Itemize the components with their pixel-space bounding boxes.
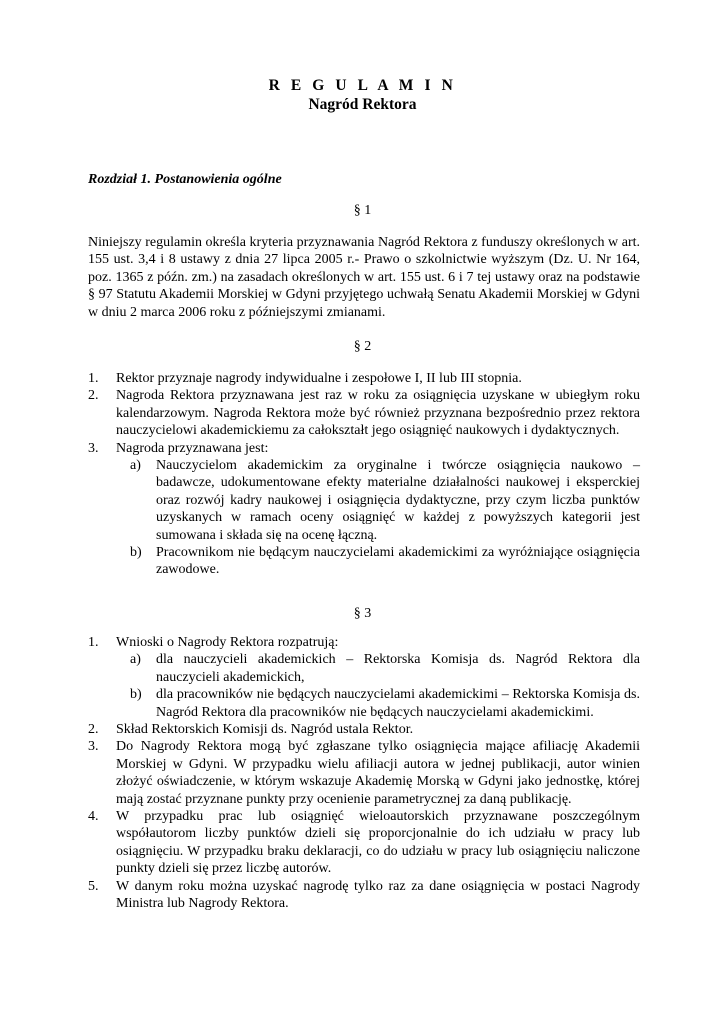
section-sign-3: § 3 bbox=[353, 606, 372, 621]
list-item-number: 2. bbox=[88, 722, 99, 738]
list-item-text: Wnioski o Nagrody Rektora rozpatrują: bbox=[116, 635, 339, 650]
list-item bbox=[88, 721, 640, 738]
list-item-text: W danym roku można uzyskać nagrodę tylko raz za dane osiągnięcia w postaci Nagrody Ministra lub Nagrody Rektora. bbox=[116, 878, 640, 912]
list-item bbox=[88, 370, 640, 387]
list-item-text: Nagroda Rektora przyznawana jest raz w roku za osiągnięcia uzyskane w ubiegłym roku kalendarzowym. Nagroda Rektora może być również przyznana bezpośrednio przez rektora nauczycielowi akademickiemu za całokształt jego osiągnięć naukowych i dydaktycznych. bbox=[116, 388, 640, 439]
sub-item-text: dla pracowników nie będących nauczycielami akademickimi – Rektorska Komisja ds. Nagród Rektora dla pracowników nie będących nauczycielami akademickimi. bbox=[156, 687, 640, 720]
document-title: R E G U L A M I N bbox=[268, 77, 457, 94]
document-subtitle: Nagród Rektora bbox=[308, 96, 417, 113]
list-item-number: 3. bbox=[88, 739, 99, 755]
sub-item-text: dla nauczycieli akademickich – Rektorska Komisja ds. Nagród Rektora dla nauczycieli akademickich, bbox=[156, 652, 640, 685]
list-item bbox=[88, 634, 640, 721]
list-item-number: 1. bbox=[88, 635, 99, 650]
list-item-number: 1. bbox=[88, 371, 99, 386]
sub-list bbox=[116, 457, 640, 579]
sub-item-letter: b) bbox=[130, 545, 142, 561]
sub-item-letter: a) bbox=[130, 458, 141, 474]
list-item bbox=[88, 387, 640, 439]
list-item-text: Skład Rektorskich Komisji ds. Nagród ustala Rektor. bbox=[116, 722, 414, 738]
list-item-text: Rektor przyznaje nagrody indywidualne i zespołowe I, II lub III stopnia. bbox=[116, 371, 522, 386]
list-item bbox=[88, 738, 640, 808]
sub-item-text: Pracownikom nie będącym nauczycielami akademickimi za wyróżniające osiągnięcia zawodowe. bbox=[156, 545, 640, 578]
section-1-text: Niniejszy regulamin określa kryteria przyznawania Nagród Rektora z funduszy określonych w art. 155 ust. 3,4 i 8 ustawy z dnia 27 lipca 2005 r.- Prawo o szkolnictwie wyższym (Dz. U. Nr 164, poz. 1365 z późn. zm.) na zasadach określonych w art. 155 ust. 6 i 7 tej ustawy oraz na podstawie § 97 Statutu Akademii Morskiej w Gdyni przyjętego uchwałą Senatu Akademii Morskiej w Gdyni w dniu 2 marca 2006 roku z późniejszymi zmianami. bbox=[88, 235, 640, 320]
section-sign-1: § 1 bbox=[353, 203, 372, 218]
section-sign-2: § 2 bbox=[353, 339, 372, 354]
section-2-list bbox=[88, 370, 640, 579]
sub-item-text: Nauczycielom akademickim za oryginalne i twórcze osiągnięcia naukowo – badawcze, udokumentowane efekty materialne działalności naukowej i eksperckiej oraz rozwój kadry naukowej i osiągnięcia dydaktyczne, przy czym liczba punktów uzyskanych w ramach oceny osiągnięć w każdej z powyższych kategorii jest sumowana i składa się na ocenę łączną. bbox=[156, 458, 640, 543]
sub-list-item bbox=[119, 686, 640, 721]
list-item bbox=[88, 878, 640, 913]
list-item-number: 5. bbox=[88, 878, 99, 894]
list-item-text: W przypadku prac lub osiągnięć wieloautorskich przyznawane poszczególnym współautorom liczby punktów dzieli się proporcjonalnie do ich udziału w pracy lub osiągnięciu. W przypadku braku deklaracji, co do udziału w pracy lub osiągnięciu naliczone punkty dzieli się przez liczbę autorów. bbox=[116, 809, 640, 877]
list-item-number: 3. bbox=[88, 440, 99, 456]
chapter-heading: Rozdział 1. Postanowienia ogólne bbox=[88, 172, 282, 187]
sub-list-item bbox=[119, 544, 640, 579]
list-item bbox=[88, 440, 640, 579]
sub-list bbox=[116, 651, 640, 721]
list-item bbox=[88, 808, 640, 878]
list-item-number: 2. bbox=[88, 388, 99, 404]
sub-item-letter: b) bbox=[130, 687, 142, 703]
sub-list-item bbox=[119, 457, 640, 544]
sub-list-item bbox=[119, 651, 640, 686]
list-item-text: Nagroda przyznawana jest: bbox=[116, 440, 269, 456]
sub-item-letter: a) bbox=[130, 652, 141, 668]
list-item-text: Do Nagrody Rektora mogą być zgłaszane tylko osiągnięcia mające afiliację Akademii Morskiej w Gdyni. W przypadku wielu afiliacji autora w jednej publikacji, autor winien złożyć oświadczenie, w którym wskazuje Akademię Morską w Gdyni jako jednostkę, której mają zostać przyznane punkty przy ocenienie parametrycznej za daną publikację. bbox=[116, 739, 640, 807]
section-3-list bbox=[88, 634, 640, 913]
list-item-number: 4. bbox=[88, 809, 99, 825]
